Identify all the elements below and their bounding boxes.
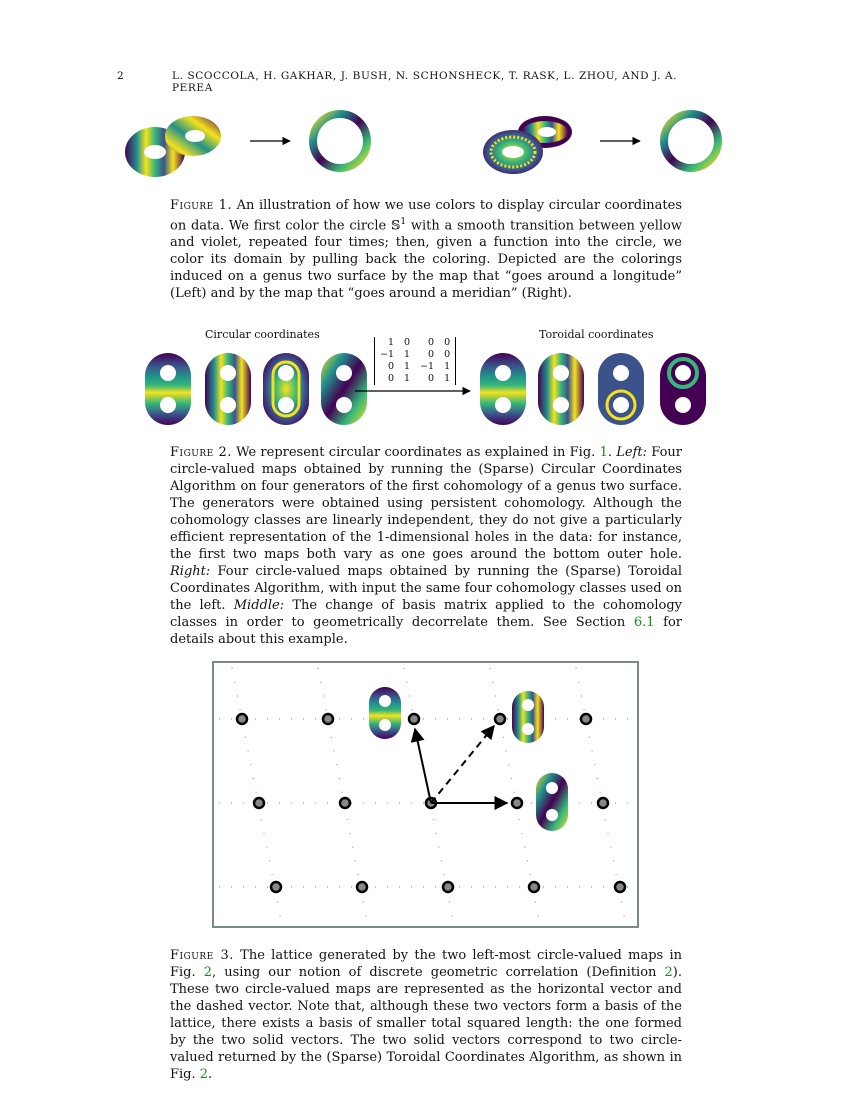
circle-superscript: 1 [400,217,407,227]
figure3-caption [170,947,682,1083]
lattice-surface-thumbnail-1 [369,687,401,739]
lattice-vectors [415,726,507,807]
lattice-surface-thumbnail-3 [536,773,568,831]
genus-two-surface-longitude [125,116,221,177]
matrix-row [375,361,456,373]
matrix-cell: 1 [404,361,411,372]
toroidal-coordinates-title: Toroidal coordinates [539,328,654,341]
circular-coordinate-surface-2 [205,353,251,425]
circle-symbol: 𝕊 [390,218,401,234]
matrix-cell: −1 [420,361,435,372]
matrix-cell: 0 [428,337,435,348]
figure-reference-link[interactable]: 1 [599,445,608,460]
running-head-authors: L. SCOCCOLA, H. GAKHAR, J. BUSH, N. SCHONSHECK, T. RASK, L. ZHOU, AND J. A. PEREA [172,70,678,94]
lattice-surface-thumbnail-2 [512,691,544,743]
figure3-text: ). These two circle-valued maps are represented as the horizontal vector and the dashed vector. Note that, although these two vectors form a basis of the lattice, there exists a basis of smaller total squared length: the one formed by the two solid vectors. The two solid vectors correspond to two circle-valued returned by the (Sparse) Toroidal Coordinates Algorithm, as shown in Fig. [170,965,683,1082]
matrix-cell: 1 [404,349,411,360]
figure1-text-1: An illustration of how we use colors to display circular coordinates on data. We first color the circle [170,198,682,234]
change-of-basis-matrix [374,337,456,385]
figure1-graphic [125,108,725,183]
colored-circle-right [664,114,718,168]
figure3-text: . [208,1067,213,1082]
figure2-label: Figure 2. [170,445,232,460]
figure3-text: The lattice generated by the two left-most circle-valued maps in Fig. [170,948,682,980]
left-label: Left: [616,445,648,460]
genus-two-surface-meridian [483,116,572,174]
figure2-text: Four circle-valued maps obtained by running the (Sparse) Circular Coordinates Algorithm on four generators of the first cohomology of a genus two surface. The generators were obtained using persistent cohomology. Although the cohomology classes are linearly independent, they do not give a particularly efficient representation of the 1-dimensional holes in the data: for instance, the first two maps both vary as one goes around the bottom outer hole. [170,445,683,562]
figure1-text-2: with a smooth transition between yellow and violet, repeated four times; then, given a function into the circle, we color its domain by pulling back the coloring. Depicted are the colorings induced on a genus two surface by the map that “goes around a longitude” (Left) and by the map that “goes around a meridian” (Right). [170,218,682,302]
figure2-text: Four circle-valued maps obtained by running the (Sparse) Toroidal Coordinates Algorithm, with input the same four cohomology classes used on the left. [170,564,682,613]
matrix-cell: −1 [380,349,395,360]
figure2-text: We represent circular coordinates as explained in Fig. [236,445,600,460]
solid-vector-up [415,729,431,803]
definition-reference-link[interactable]: 2 [664,965,673,980]
section-reference-link[interactable]: 6.1 [633,615,655,630]
figure1-caption [170,197,682,302]
toroidal-coordinate-surface-3 [598,353,644,425]
matrix-cell: 0 [444,349,451,360]
figure-reference-link[interactable]: 2 [199,1067,209,1082]
matrix-row [375,373,456,385]
figure1-label: Figure 1. [170,198,233,213]
page-number: 2 [117,70,125,82]
circular-coordinate-surface-4 [321,353,367,425]
matrix-cell: 1 [404,373,411,384]
matrix-cell: 0 [387,373,395,384]
matrix-cell: 0 [444,337,451,348]
matrix-cell: 1 [387,337,395,348]
figure3-text: , using our notion of discrete geometric correlation (Definition [212,965,665,980]
circular-coordinate-surface-3 [263,353,309,425]
figure2-caption [170,444,682,648]
matrix-table [374,337,456,385]
figure3-label: Figure 3. [170,948,234,963]
figure2-text: The change of basis matrix applied to the cohomology classes in order to geometrically decorrelate them. See Section [170,598,682,630]
matrix-cell: 0 [387,361,395,372]
matrix-row [375,337,456,349]
matrix-cell: 0 [428,349,435,360]
matrix-cell: 1 [444,373,451,384]
figure2-text: for details about this example. [170,615,682,647]
toroidal-coordinate-surface-4 [660,353,706,425]
figure1-svg [125,108,725,183]
matrix-cell: 1 [444,361,451,372]
matrix-cell: 0 [428,373,435,384]
toroidal-coordinate-surface-1 [480,353,526,425]
figure3-lattice-frame [212,661,639,928]
toroidal-coordinate-surface-2 [538,353,584,425]
colored-circle-left [313,114,367,168]
circular-coordinates-title: Circular coordinates [205,328,320,341]
lattice-svg [214,663,637,926]
figure-reference-link[interactable]: 2 [203,965,213,980]
dashed-vector [431,726,494,803]
matrix-cell: 0 [404,337,411,348]
right-label: Right: [170,564,211,579]
middle-label: Middle: [233,598,285,613]
circular-coordinate-surface-1 [145,353,191,425]
matrix-row [375,349,456,361]
figure2-text: . [607,445,617,460]
